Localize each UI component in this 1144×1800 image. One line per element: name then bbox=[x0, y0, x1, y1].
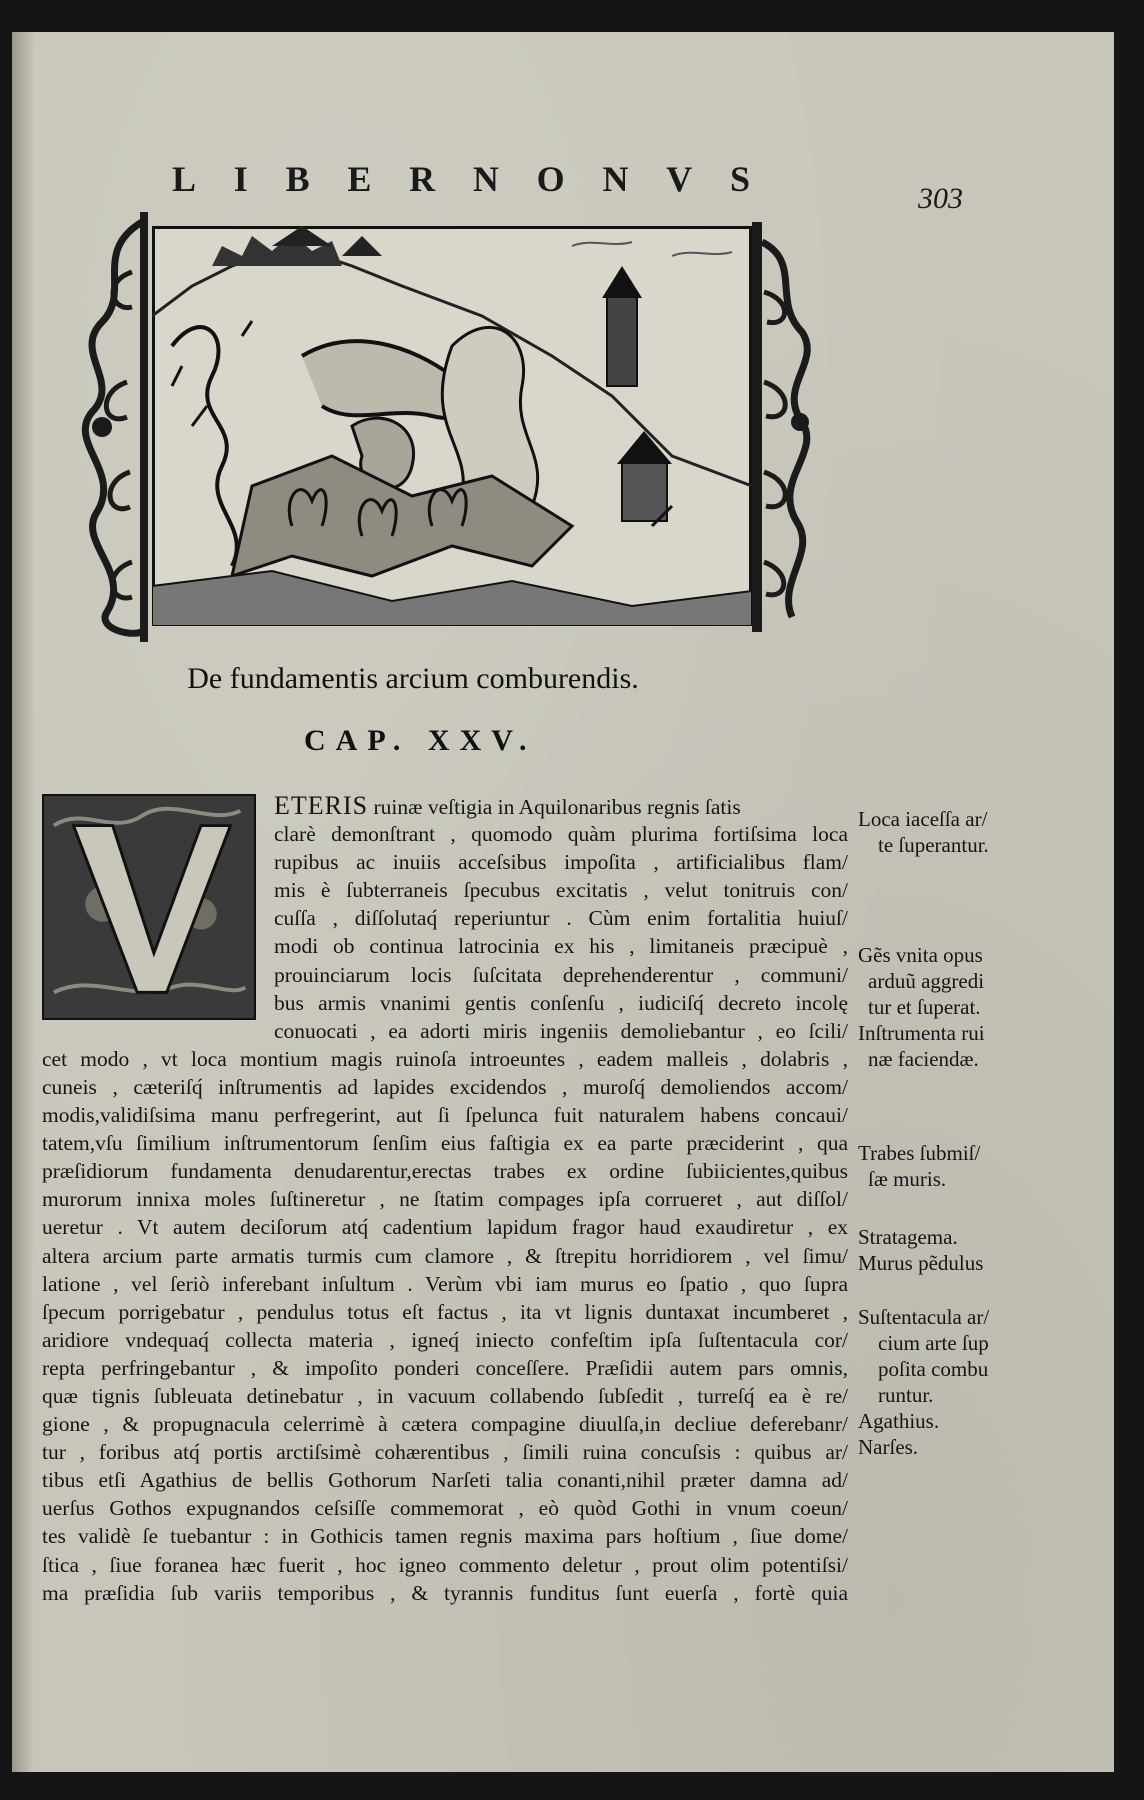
running-head-letter: B bbox=[285, 159, 312, 199]
text-line: ueretur . Vt autem deciſorum atq́ cadentium lapidum fragor haud exaudiretur , ex bbox=[42, 1215, 848, 1240]
text-line: tatem,vſu ſimilium inſtrumentorum ſenſim eius faſtigia ex ea parte præciderint , qua bbox=[42, 1131, 848, 1156]
text-line: latione , vel ſeriò inferebant inſultum . Verùm vbi iam murus eo ſpatio , quo ſupra bbox=[42, 1271, 848, 1296]
margin-note-line: Gẽs vnita opus bbox=[858, 943, 983, 967]
margin-note bbox=[858, 942, 1098, 1072]
text-line: modis,validiſsima manu perfregerint, aut ſi ſpelunca fuit naturalem habens concaui/ bbox=[42, 1103, 848, 1128]
book-page bbox=[12, 32, 1114, 1772]
text-line: murorum innixa moles ſuſtineretur , ne ſtatim compages ipſa corrueret , aut diſſol/ bbox=[42, 1187, 848, 1212]
text-line: gione , & propugnacula celerrimè à cætera compagine diuulſa,in decliue deferebanr/ bbox=[42, 1412, 848, 1437]
text-line: ſtica , ſiue foranea hæc fuerit , hoc igneo commento deletur , prout olim potentiſsi/ bbox=[42, 1552, 848, 1577]
castle-fire-woodcut-icon bbox=[152, 226, 752, 626]
text-line: tes validè ſe tuebantur : in Gothicis tamen regnis maxima pars hoſtium , ſiue dome/ bbox=[42, 1524, 848, 1549]
text-line: tur , foribus atq́ portis arctiſsimè cohærentibus , ſimili ruina concuſsis : quibus ar/ bbox=[42, 1440, 848, 1465]
text-line: conuocati , ea adorti miris ingeniis demoliebantur , eo ſcili/ bbox=[274, 1018, 848, 1043]
text-line: cuſſa , diſſolutaq́ reperiuntur . Cùm enim fortalitia huiuſ/ bbox=[274, 906, 848, 931]
margin-note-line: Trabes ſubmiſ/ bbox=[858, 1141, 981, 1165]
text-line: cuneis , cæteriſq́ inſtrumentis ad lapides excidendos , muroſq́ demoliendos accom/ bbox=[42, 1074, 848, 1099]
text-line: repta perfringebantur , & impoſito ponderi conceſſere. Præſidii autem pars omnis, bbox=[42, 1355, 848, 1380]
margin-note-line: ſæ muris. bbox=[868, 1167, 947, 1191]
margin-note-line: Narſes. bbox=[858, 1435, 919, 1459]
margin-note-line: arduũ aggredi bbox=[868, 969, 985, 993]
text-line: altera arcium parte armatis turmis cum clamore , & ſtrepitu horridiorem , vel ſimu/ bbox=[42, 1243, 848, 1268]
running-head-letter: O bbox=[536, 159, 567, 199]
running-head-letter: V bbox=[666, 159, 695, 199]
text-line: tibus etſi Agathius de bellis Gothorum Narſeti talia conanti,nihil præter damna ad/ bbox=[42, 1468, 848, 1493]
margin-note-line: Suſtentacula ar/ bbox=[858, 1305, 990, 1329]
running-head-letter: N bbox=[472, 159, 501, 199]
ornament-right-icon bbox=[752, 222, 822, 632]
text-line: modi ob continua latrocinia ex his , limitaneis præcipuè , bbox=[274, 934, 848, 959]
chapter-heading: CAP. XXV. bbox=[304, 724, 537, 757]
text-line: aridiore vndequaq́ collecta materia , igneq́ iniecto confeſtim ipſa ſuſtentacula cor/ bbox=[42, 1327, 848, 1352]
margin-note-line: Murus pẽdulus bbox=[858, 1251, 984, 1275]
margin-note-line: tur et ſuperat. bbox=[868, 995, 981, 1019]
margin-note-line: cium arte ſup bbox=[878, 1331, 989, 1355]
margin-note-line: Stratagema. bbox=[858, 1225, 958, 1249]
illustration-caption: De fundamentis arcium comburendis. bbox=[187, 662, 639, 695]
running-head-letter: S bbox=[729, 159, 752, 199]
text-line: clarè demonſtrant , quomodo quàm plurima fortiſsima loca bbox=[274, 822, 848, 847]
running-head bbox=[172, 158, 752, 200]
margin-note-line: Agathius. bbox=[858, 1409, 940, 1433]
text-line: ma præſidia ſub variis temporibus , & tyrannis funditus ſunt euerſa , fortè quia bbox=[42, 1580, 848, 1605]
margin-note bbox=[858, 1140, 1098, 1192]
margin-note bbox=[858, 1304, 1098, 1460]
woodcut-illustration bbox=[72, 212, 822, 642]
text-line: uerſus Gothos expugnandos ceſsiſſe commemorat , eò quòd Gothi in vnum coeun/ bbox=[42, 1496, 848, 1521]
margin-note bbox=[858, 1224, 1098, 1276]
text-line: quæ tignis ſubleuata detinebatur , in vacuum collabendo ſubſedit , turreſq́ ea è re/ bbox=[42, 1383, 848, 1408]
ornament-left-icon bbox=[72, 212, 152, 642]
first-word: ETERIS bbox=[274, 792, 369, 820]
margin-note-line: Inſtrumenta rui bbox=[858, 1021, 985, 1045]
text-line: cet modo , vt loca montium magis ruinoſa introeuntes , eadem malleis , dolabris , bbox=[42, 1046, 848, 1071]
running-head-letter: I bbox=[233, 159, 250, 199]
page-number: 303 bbox=[918, 182, 963, 215]
running-head-letter: E bbox=[347, 159, 374, 199]
margin-note bbox=[858, 806, 1098, 858]
margin-note-line: poſita combu bbox=[878, 1357, 989, 1381]
text-line: ſpecum porrigebatur , pendulus totus eſt factus , ita vt lignis duntaxat incumberet , bbox=[42, 1299, 848, 1324]
text-line: mis è ſubterraneis ſpecubus excitatis , velut tonitruis con/ bbox=[274, 878, 848, 903]
running-head-letter: R bbox=[409, 159, 438, 199]
margin-note-line: te ſuperantur. bbox=[878, 833, 989, 857]
text-line bbox=[42, 792, 848, 820]
margin-note-line: Loca iaceſſa ar/ bbox=[858, 807, 988, 831]
margin-note-line: runtur. bbox=[878, 1383, 934, 1407]
text-line: rupibus ac inuiis acceſsibus impoſita , artificialibus flam/ bbox=[274, 850, 848, 875]
running-head-letter: L bbox=[172, 159, 199, 199]
main-text bbox=[42, 792, 848, 1607]
text-line: prouinciarum locis ſuſcitata deprehenderentur , communi/ bbox=[274, 962, 848, 987]
running-head-letter: N bbox=[602, 159, 631, 199]
page-gutter-shadow bbox=[12, 32, 34, 1772]
text-line: præſidiorum fundamenta denudarentur,erectas trabes ex ordine ſubiicientes,quibus bbox=[42, 1159, 848, 1184]
margin-note-line: næ faciendæ. bbox=[868, 1047, 979, 1071]
first-line-text: ruinæ veſtigia in Aquilonaribus regnis ſatis bbox=[368, 795, 741, 819]
text-line: bus armis vnanimi gentis conſenſu , iudiciſq́ decreto incolę bbox=[274, 990, 848, 1015]
